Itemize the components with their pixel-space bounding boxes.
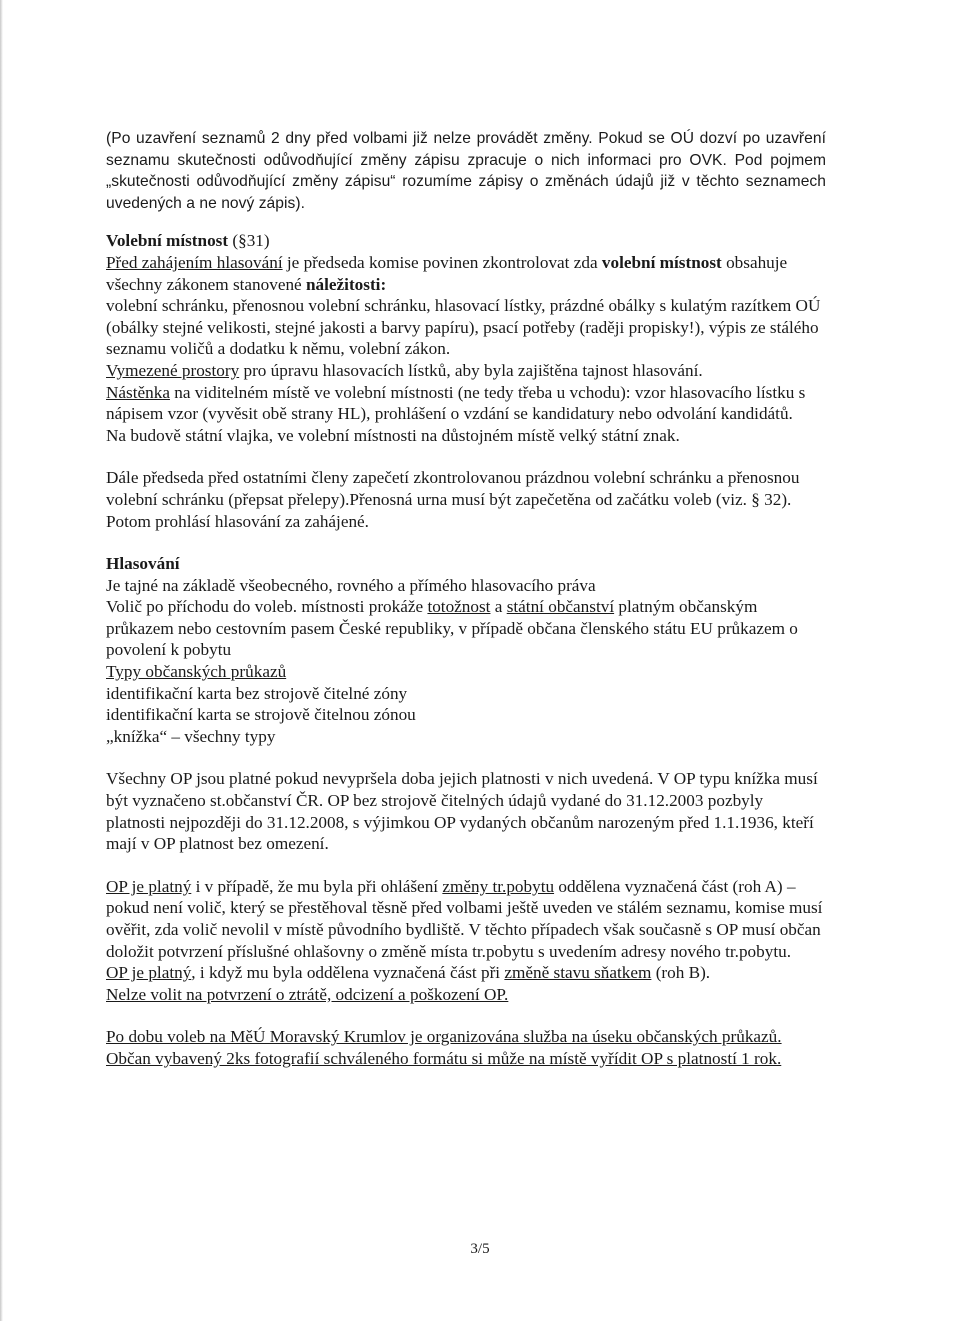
paragraph-op-platny-roh-a — [106, 876, 826, 962]
paragraph-sluzba-op: Po dobu voleb na MěÚ Moravský Krumlov je organizována služba na úseku občanských průkazů. Občan vybavený 2ks fotografií schváleného formátu si může na místě vyřídit OP s platností 1 rok. — [106, 1027, 782, 1068]
section-title: Volební místnost — [106, 231, 229, 251]
paragraph-prokaze — [106, 596, 826, 661]
underlined-phrase: změny tr.pobytu — [442, 876, 555, 896]
paragraph-zahajene: Potom prohlásí hlasování za zahájené. — [106, 511, 369, 531]
spacer — [106, 214, 826, 230]
document-body — [106, 128, 826, 1070]
spacer — [106, 1005, 826, 1026]
underlined-phrase: totožnost — [427, 597, 491, 617]
underlined-phrase: státní občanství — [506, 597, 615, 617]
text-run: oddělena vyznačená část (roh A) – pokud není volič, který se přestěhoval těsně před volbami ještě uveden ve stálém seznamu, komise musí ověřit, zda volič nevolil v místě původního bydliště. V těchto případech však současně s OP musí občan doložit potvrzení příslušné ohlašovny o změně místa tr.pobytu s uvedením adresy nového tr.pobytu. — [106, 876, 823, 961]
section-heading-hlasovani: Hlasování — [106, 554, 180, 574]
text-run: platným občanským průkazem nebo cestovním pasem České republiky, v případě občana členského státu EU průkazem o povolení k pobytu — [106, 597, 798, 660]
spacer — [106, 855, 826, 876]
text-run: a — [490, 597, 507, 617]
intro-paragraph: (Po uzavření seznamů 2 dny před volbami již nelze provádět změny. Pokud se OÚ dozví po uzavření seznamu skutečnosti odůvodňující změny zápisu zpracuje o nich informaci pro OVK. Pod pojmem „skutečnosti odůvodňující změny zápisu“ rozumíme zápisy o změnách údajů již v těchto seznamech uvedených a ne nový zápis). — [106, 130, 826, 212]
paragraph-zahajeni — [106, 252, 826, 295]
text-run: pro úpravu hlasovacích lístků, aby byla zajištěna tajnost hlasování. — [239, 360, 703, 380]
section-ref: (§31) — [228, 231, 270, 251]
type-item: „knížka“ – všechny typy — [106, 726, 276, 746]
paragraph-vlajka: Na budově státní vlajka, ve volební místnosti na důstojném místě velký státní znak. — [106, 425, 680, 445]
page-number: 3/5 — [470, 1241, 490, 1257]
text-run: (roh B). — [651, 963, 711, 983]
scan-edge — [0, 0, 3, 1321]
spacer — [106, 747, 826, 768]
text-run: obsahuje všechny zákonem stanovené — [106, 252, 788, 294]
bold-phrase: náležitosti: — [305, 274, 387, 294]
text-run: , i když mu byla oddělena vyznačená část při — [191, 963, 505, 983]
underlined-phrase: Před zahájením hlasování — [106, 252, 283, 272]
text-run: i v případě, že mu byla při ohlášení — [191, 876, 443, 896]
paragraph-prostory — [106, 360, 826, 382]
text-run: na viditelném místě ve volební místnosti (ne tedy třeba u vchodu): vzor hlasovacího lístku s nápisem vzor (vyvěsit obě strany HL), prohlášení o vzdání se kandidatury nebo odvolání kandidátů. — [106, 382, 806, 424]
paragraph-tajne: Je tajné na základě všeobecného, rovného a přímého hlasovacího práva — [106, 575, 596, 595]
underlined-phrase: změně stavu sňatkem — [504, 963, 652, 983]
paragraph-nelze-volit: Nelze volit na potvrzení o ztrátě, odcizení a poškození OP. — [106, 984, 509, 1004]
paragraph-op-platny-roh-b — [106, 962, 826, 984]
text-run: je předseda komise povinen zkontrolovat zda — [282, 252, 602, 272]
underlined-phrase: OP je platný — [106, 963, 192, 983]
text-run: Volič po příchodu do voleb. místnosti prokáže — [106, 597, 428, 617]
section-heading-volebni-mistnost — [106, 230, 826, 252]
underlined-phrase: OP je platný — [106, 876, 192, 896]
types-heading: Typy občanských průkazů — [106, 662, 287, 682]
paragraph-platnost: Všechny OP jsou platné pokud nevypršela doba jejich platnosti v nich uvedená. V OP typu knížka musí být vyznačeno st.občanství ČR. OP bez strojově čitelných údajů vydané do 31.12.2003 pozbyly platnosti nejpozději do 31.12.2008, s výjimkou OP vydaných občanům narozeným před 1.1.1936, kteří mají v OP platnost bez omezení. — [106, 769, 818, 854]
underlined-phrase: Nástěnka — [106, 382, 170, 402]
bold-phrase: volební místnost — [601, 252, 722, 272]
paragraph-nastenka — [106, 382, 826, 425]
type-item: identifikační karta bez strojově čitelné zóny — [106, 683, 408, 703]
paragraph-zapeceti: Dále předseda před ostatními členy zapečetí zkontrolovanou prázdnou volební schránku a přenosnou volební schránku (přepsat přelepy).Přenosná urna musí být zapečetěna od začátku voleb (viz. § 32). — [106, 468, 800, 509]
spacer — [106, 532, 826, 553]
spacer — [106, 446, 826, 467]
paragraph-equipment: volební schránku, přenosnou volební schránku, hlasovací lístky, prázdné obálky s kulatým razítkem OÚ (obálky stejné velikosti, stejné jakosti a barvy papíru), psací potřeby (raději propisky!), výpis ze stálého seznamu voličů a dodatku k němu, volební zákon. — [106, 296, 821, 359]
type-item: identifikační karta se strojově čitelnou zónou — [106, 705, 416, 725]
underlined-phrase: Vymezené prostory — [106, 360, 240, 380]
